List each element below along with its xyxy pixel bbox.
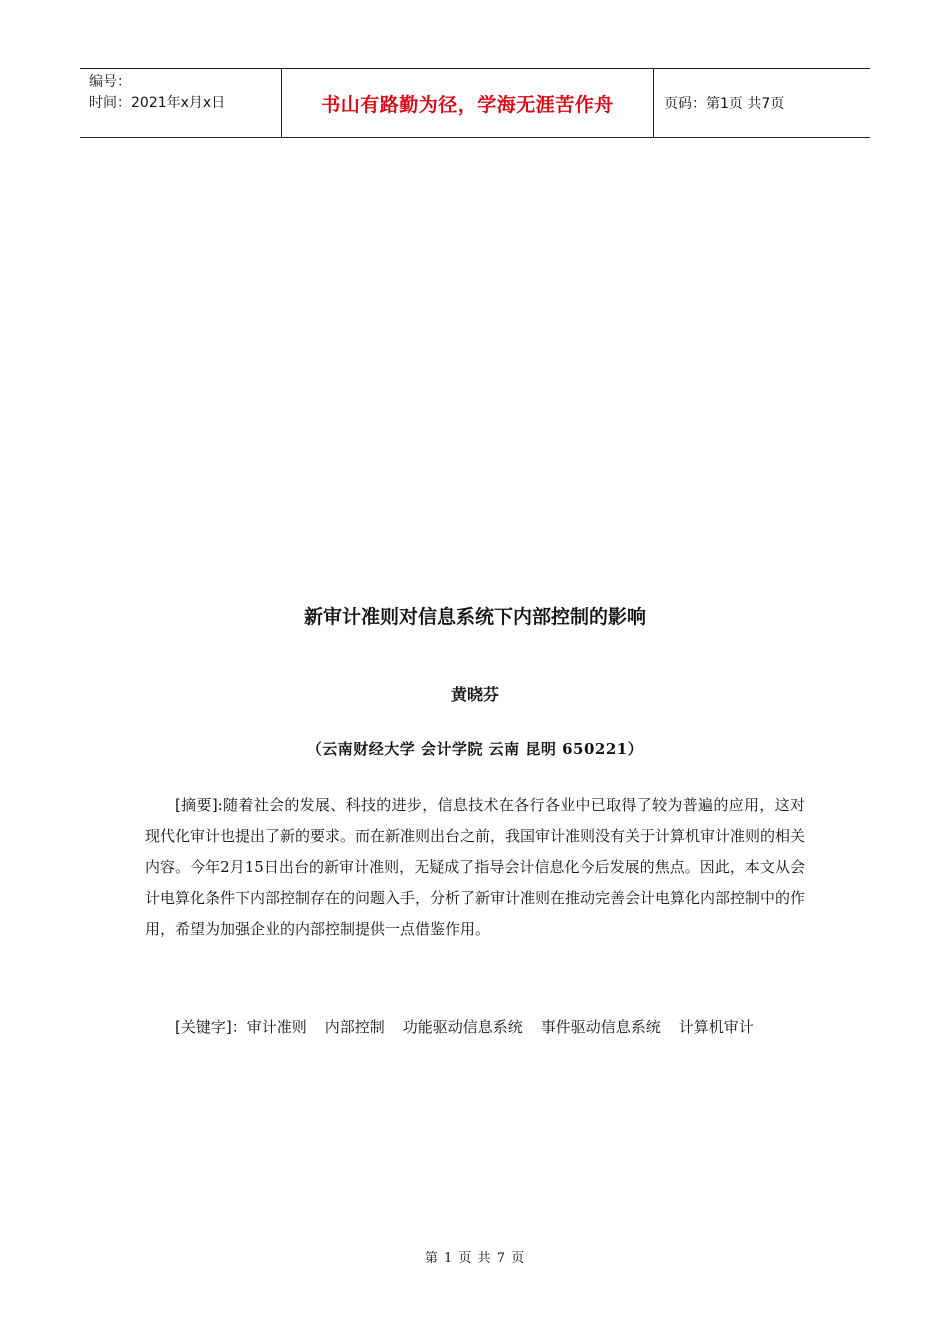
abstract-label: [摘要] — [175, 796, 218, 814]
keyword-item: 计算机审计 — [678, 1018, 754, 1036]
keyword-item: 事件驱动信息系统 — [540, 1018, 661, 1036]
keyword-item: 内部控制 — [324, 1018, 385, 1036]
document-number-label: 编号： — [89, 74, 131, 90]
abstract-text: :随着社会的发展、科技的进步，信息技术在各行各业中已取得了较为普遍的应用，这对现代化审计也提出了新的要求。而在新准则出台之前，我国审计准则没有关于计算机审计准则的相关内容。今年2月15日出台的新审计准则，无疑成了指导会计信息化今后发展的焦点。因此，本文从会计电算化条件下内部控制存在的问题入手，分析了新审计准则在推动完善会计电算化内部控制中的作用，希望为加强企业的内部控制提供一点借鉴作用。 — [145, 796, 806, 938]
header-meta — [80, 69, 281, 137]
article-title: 新审计准则对信息系统下内部控制的影响 — [303, 606, 646, 628]
header-motto: 书山有路勤为径，学海无涯苦作舟 — [281, 69, 654, 137]
header-page-info: 页码：第1页 共7页 — [664, 96, 785, 112]
article-affiliation: （云南财经大学 会计学院 云南 昆明 650221） — [306, 740, 644, 758]
page-header — [80, 68, 870, 138]
document-date: 时间：2021年x月x日 — [89, 95, 226, 111]
keyword-item: 功能驱动信息系统 — [402, 1018, 523, 1036]
keyword-item: 审计准则 — [246, 1018, 307, 1036]
abstract-paragraph — [145, 790, 805, 945]
keywords-line — [145, 1012, 815, 1043]
page-footer: 第 1 页 共 7 页 — [424, 1251, 526, 1266]
keywords-label: [关键字]： — [175, 1018, 247, 1036]
article-author: 黄晓芬 — [450, 685, 499, 704]
